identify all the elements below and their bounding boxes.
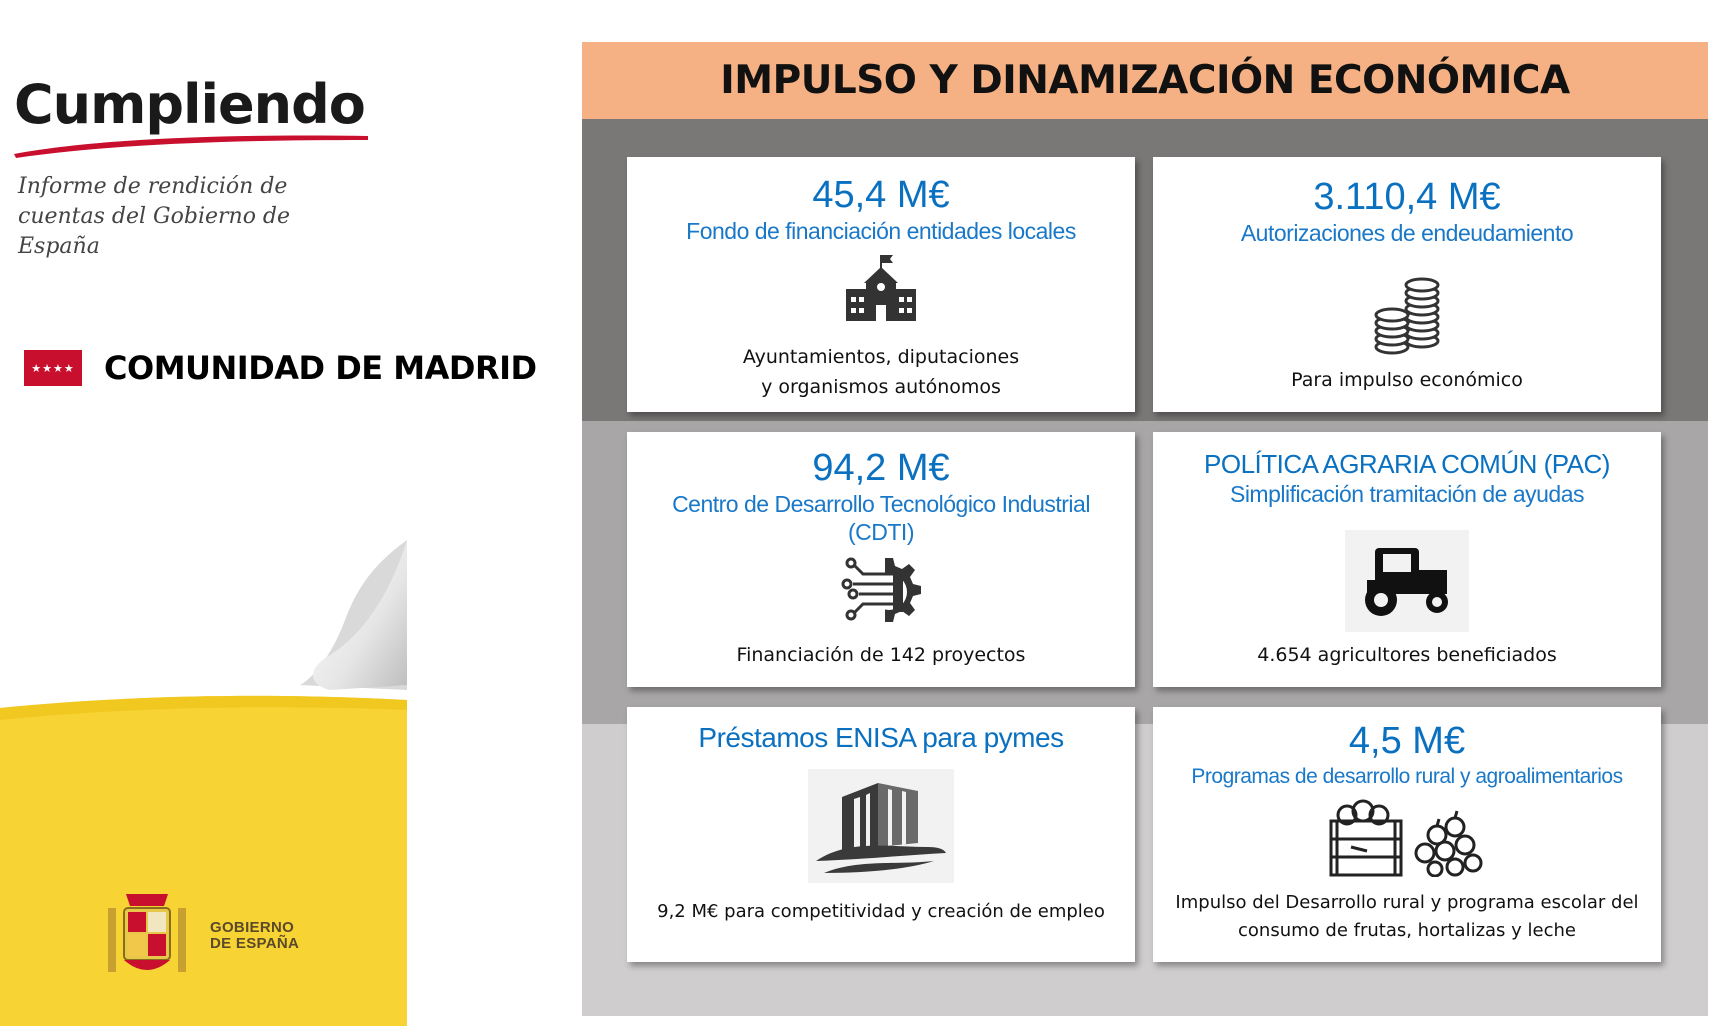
card-description: Financiación de 142 proyectos: [736, 644, 1026, 666]
fruit-crate-icon: [1327, 799, 1487, 877]
card-title: Préstamos ENISA para pymes: [698, 722, 1064, 753]
brand-block: [12, 73, 372, 262]
region-label: [24, 349, 537, 387]
card-description: 9,2 M€ para competitividad y creación de empleo: [657, 901, 1105, 922]
card-rural-development: [1153, 707, 1661, 962]
card-pac: [1153, 432, 1661, 687]
card-subtitle: Programas de desarrollo rural y agroalimentarios: [1191, 765, 1623, 788]
government-logo: [104, 888, 299, 984]
panel-title: IMPULSO Y DINAMIZACIÓN ECONÓMICA: [720, 58, 1570, 103]
card-amount: 3.110,4 M€: [1313, 176, 1501, 218]
brand-subtitle: Informe de rendición de cuentas del Gobierno de España: [18, 174, 291, 259]
card-cdti: [627, 432, 1135, 687]
card-debt-authorizations: [1153, 157, 1661, 412]
economic-panel: [582, 42, 1708, 1016]
buildings-wave-icon: [808, 769, 954, 883]
card-subtitle: Fondo de financiación entidades locales: [686, 218, 1076, 244]
madrid-flag-icon: ★★★★: [24, 350, 82, 386]
government-name: GOBIERNO DE ESPAÑA: [210, 919, 300, 952]
panel-header: [582, 42, 1708, 119]
card-local-entities-fund: [627, 157, 1135, 412]
tech-gear-circuit-icon: [833, 552, 929, 632]
card-subtitle: Autorizaciones de endeudamiento: [1240, 220, 1574, 246]
enisa-icon-tile: [808, 769, 954, 883]
card-description: Ayuntamientos, diputaciones y organismos autónomos: [742, 346, 1020, 398]
card-enisa: [627, 707, 1135, 962]
school-building-icon: [844, 253, 918, 323]
card-description: Impulso del Desarrollo rural y programa escolar del consumo de frutas, hortalizas y leche: [1175, 892, 1639, 941]
card-description: Para impulso económico: [1291, 369, 1523, 391]
region-name: COMUNIDAD DE MADRID: [104, 349, 537, 387]
tractor-icon-tile: [1345, 530, 1469, 632]
card-title: POLÍTICA AGRARIA COMÚN (PAC): [1204, 449, 1610, 479]
card-amount: 4,5 M€: [1348, 720, 1466, 762]
card-amount: 45,4 M€: [812, 174, 950, 216]
tractor-icon: [1345, 530, 1469, 632]
card-description: 4.654 agricultores beneficiados: [1257, 644, 1557, 666]
card-amount: 94,2 M€: [812, 447, 950, 489]
card-subtitle: Centro de Desarrollo Tecnológico Industrial (CDTI): [672, 491, 1090, 545]
card-subtitle: Simplificación tramitación de ayudas: [1229, 481, 1584, 507]
brand-title: Cumpliendo: [14, 73, 365, 136]
coin-stacks-icon: [1372, 275, 1442, 355]
coat-of-arms-icon: [104, 888, 190, 984]
